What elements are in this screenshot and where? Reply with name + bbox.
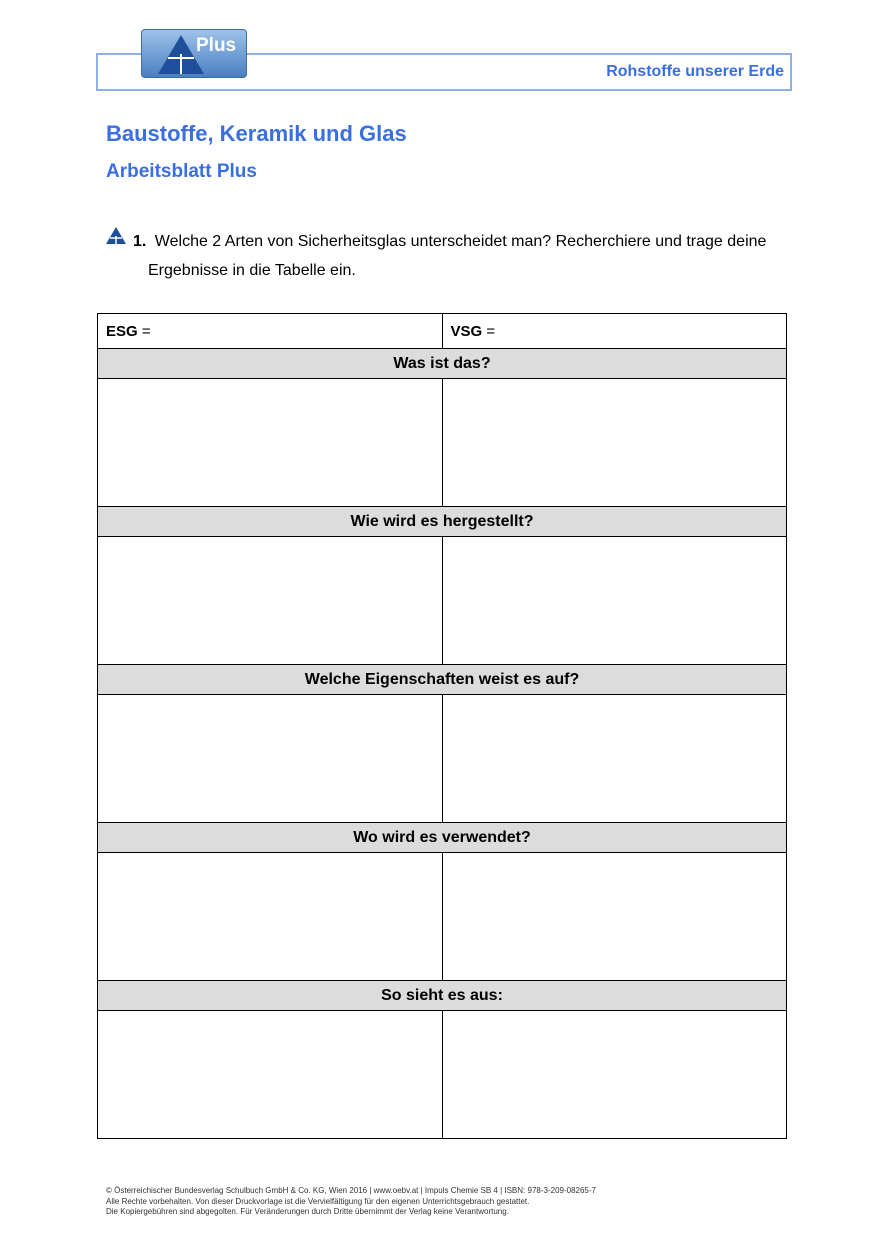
answer-row: [98, 695, 787, 823]
section-heading-what: Was ist das?: [98, 349, 787, 379]
answer-row: [98, 379, 787, 507]
footer: [106, 1186, 596, 1218]
section-heading-appearance: So sieht es aus:: [98, 981, 787, 1011]
esg-label: ESG: [106, 322, 138, 340]
vsg-equals: =: [482, 322, 496, 340]
section-row: [98, 507, 787, 537]
esg-header-cell[interactable]: [98, 314, 443, 349]
answer-cell-vsg-properties[interactable]: [442, 695, 787, 823]
answer-cell-esg-what[interactable]: [98, 379, 443, 507]
esg-equals: =: [137, 322, 151, 340]
section-row: [98, 823, 787, 853]
answer-cell-esg-usage[interactable]: [98, 853, 443, 981]
section-row: [98, 981, 787, 1011]
topic-label: Rohstoffe unserer Erde: [606, 63, 784, 80]
answer-row: [98, 853, 787, 981]
logo-text: Plus: [196, 35, 237, 56]
plus-logo: [141, 29, 247, 78]
answer-cell-esg-appearance[interactable]: [98, 1011, 443, 1139]
answer-row: [98, 1011, 787, 1139]
task-line-2: Ergebnisse in die Tabelle ein.: [148, 262, 356, 279]
task-line-1: [133, 227, 803, 256]
answer-cell-vsg-production[interactable]: [442, 537, 787, 665]
section-heading-production: Wie wird es hergestellt?: [98, 507, 787, 537]
page-subtitle: Arbeitsblatt Plus: [106, 161, 257, 182]
task-triangle-icon: [106, 227, 126, 245]
section-row: [98, 349, 787, 379]
section-heading-properties: Welche Eigenschaften weist es auf?: [98, 665, 787, 695]
answer-cell-esg-properties[interactable]: [98, 695, 443, 823]
section-heading-usage: Wo wird es verwendet?: [98, 823, 787, 853]
worksheet-table: [97, 313, 787, 1139]
answer-cell-esg-production[interactable]: [98, 537, 443, 665]
task-text-1: Welche 2 Arten von Sicherheitsglas unterscheidet man? Recherchiere und trage deine: [154, 233, 767, 250]
answer-row: [98, 537, 787, 665]
task-instruction: [133, 227, 803, 285]
section-row: [98, 665, 787, 695]
footer-rights: Alle Rechte vorbehalten. Von dieser Druckvorlage ist die Vervielfältigung für den eigenen Unterrichtsgebrauch gestattet.: [106, 1196, 530, 1206]
footer-fees: Die Kopiergebühren sind abgegolten. Für Veränderungen durch Dritte übernimmt der Verlag keine Verantwortung.: [106, 1207, 509, 1216]
answer-cell-vsg-appearance[interactable]: [442, 1011, 787, 1139]
vsg-label: VSG: [450, 322, 483, 340]
footer-copyright: © Österreichischer Bundesverlag Schulbuch GmbH & Co. KG, Wien 2016 | www.oebv.at | Impuls Chemie SB 4 | ISBN: 978-3-209-08265-7: [106, 1186, 596, 1195]
task-number: 1.: [133, 233, 147, 250]
page-title: Baustoffe, Keramik und Glas: [106, 121, 407, 146]
table-header-row: [98, 314, 787, 349]
answer-cell-vsg-what[interactable]: [442, 379, 787, 507]
vsg-header-cell[interactable]: [442, 314, 787, 349]
answer-cell-vsg-usage[interactable]: [442, 853, 787, 981]
